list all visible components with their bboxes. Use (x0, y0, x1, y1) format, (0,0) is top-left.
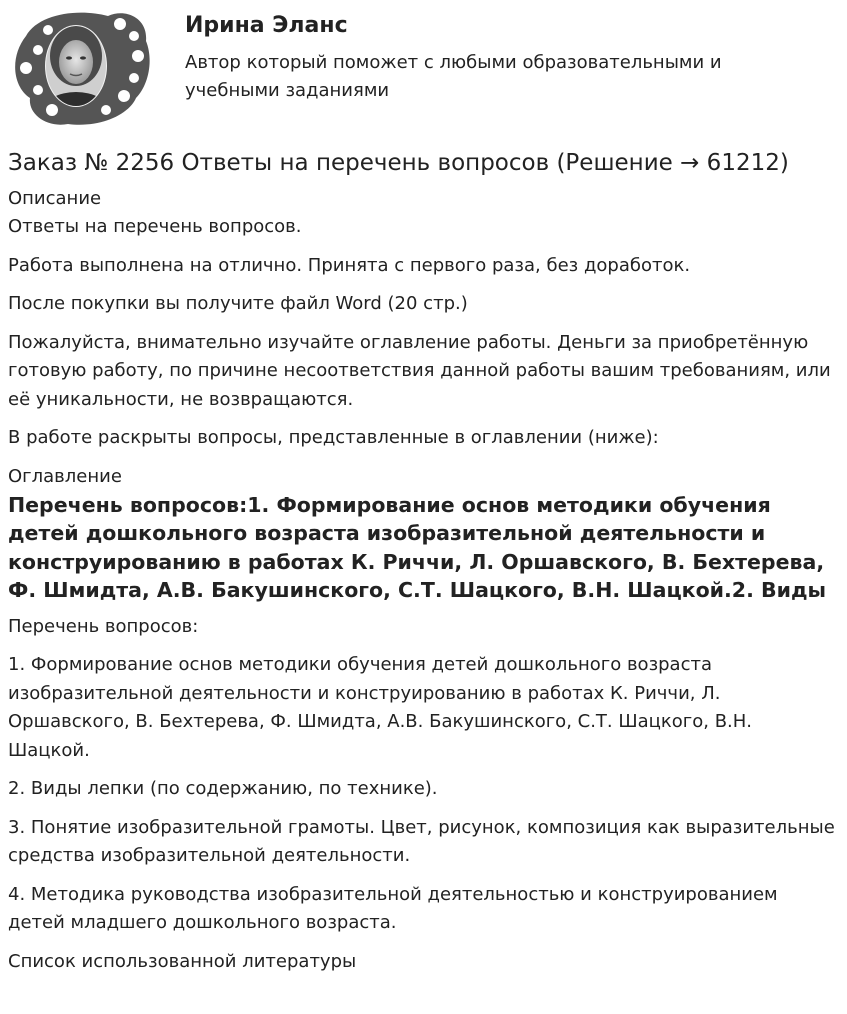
toc-item: Перечень вопросов: (8, 615, 199, 637)
toc-item: 3. Понятие изобразительной грамоты. Цвет, рисунок, композиция как выразительные средства изобразительной деятельности. (8, 816, 835, 866)
author-header (8, 6, 838, 128)
toc-item: Список использованной литературы (8, 950, 357, 972)
author-avatar (8, 6, 153, 128)
toc-summary: Перечень вопросов:1. Формирование основ методики обучения детей дошкольного возраста изобразительной деятельности и конструированию в работах К. Риччи, Л. Оршавского, В. Бехтерева, Ф. Шмидта, А.В. Бакушинского, С.Т. Шацкого, В.Н. Шацкой.2. Виды (8, 492, 827, 602)
author-description: Автор который поможет с любыми образовательными и учебными заданиями (185, 52, 722, 101)
description-paragraph: Пожалуйста, внимательно изучайте оглавление работы. Деньги за приобретённую готовую работу, по причине несоответствия данной работы вашим требованиям, или её уникальности, не возвращаются. (8, 331, 831, 410)
description-label: Описание (8, 188, 102, 209)
description-paragraph: После покупки вы получите файл Word (20 стр.) (8, 293, 468, 314)
author-name[interactable]: Ирина Эланс (185, 13, 348, 38)
order-title: Заказ № 2256 Ответы на перечень вопросов (Решение → 61212) (8, 150, 789, 176)
toc-item: 1. Формирование основ методики обучения детей дошкольного возраста изобразительной деятельности и конструированию в работах К. Риччи, Л. Оршавского, В. Бехтерева, Ф. Шмидта, А.В. Бакушинского, С.Т. Шацкого, В.Н. Шацкой. (8, 654, 753, 761)
order-content (8, 185, 838, 986)
description-paragraph: Работа выполнена на отлично. Принята с первого раза, без доработок. (8, 254, 691, 276)
toc-item: 4. Методика руководства изобразительной деятельностью и конструированием детей младшего дошкольного возраста. (8, 883, 778, 933)
toc-label: Оглавление (8, 465, 122, 487)
description-paragraph: Ответы на перечень вопросов. (8, 216, 302, 237)
toc-item: 2. Виды лепки (по содержанию, по технике). (8, 778, 438, 799)
description-paragraph: В работе раскрыты вопросы, представленные в оглавлении (ниже): (8, 427, 659, 448)
